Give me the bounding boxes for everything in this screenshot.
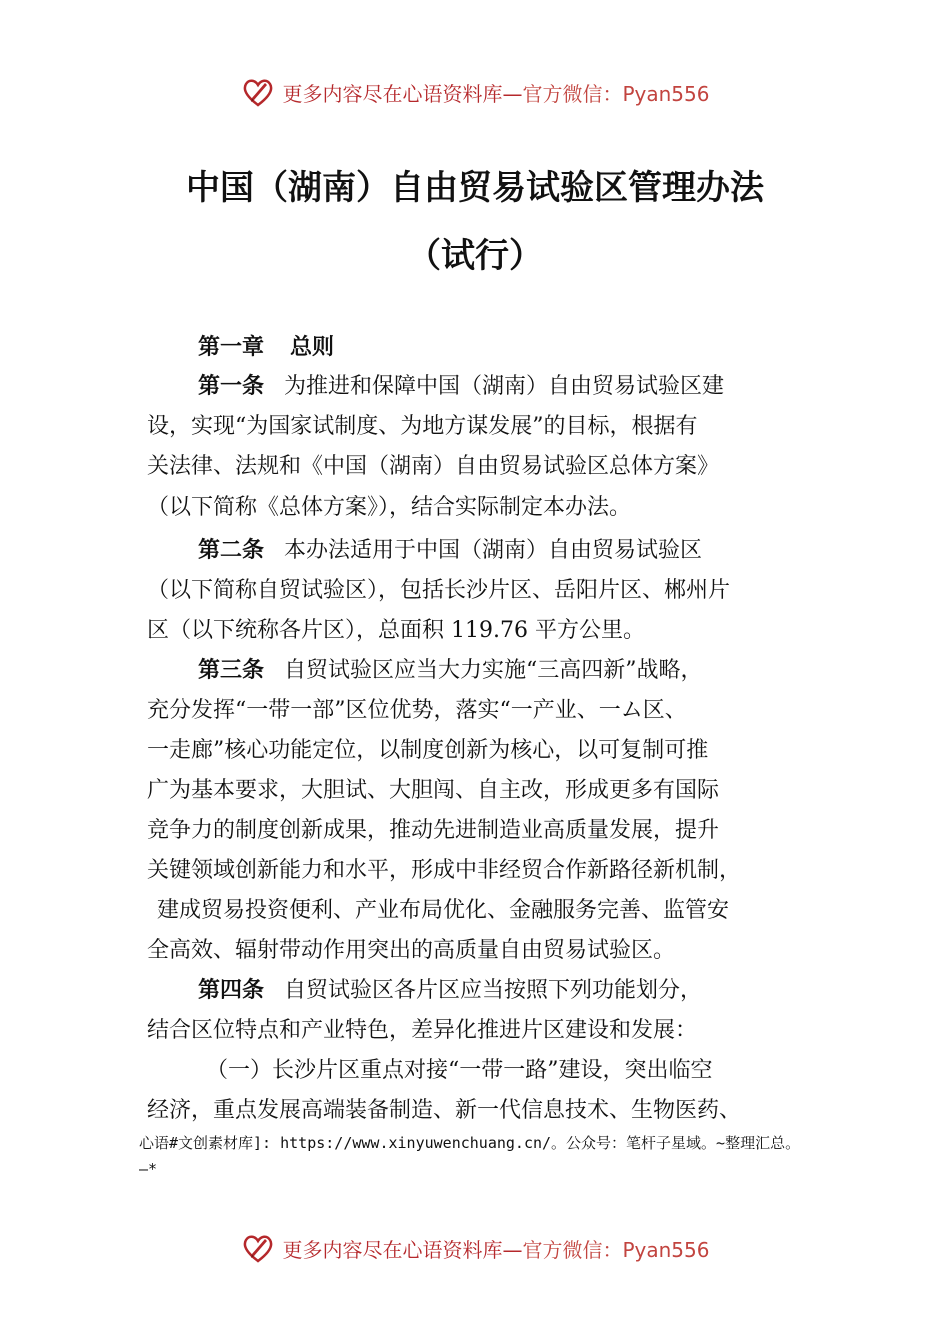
- article-3-text: 自贸试验区应当大力实施“三高四新”战略，: [284, 658, 703, 683]
- chapter-number: 第一章: [198, 335, 265, 360]
- article-4-line-1: [198, 980, 702, 1002]
- banner-text: 更多内容尽在心语资料库—: [282, 81, 523, 106]
- article-1-line-4: （以下简称《总体方案》），结合实际制定本办法。: [147, 495, 632, 520]
- article-2-line-3: 区（以下统称各片区），总面积 119.76 平方公里。: [147, 618, 645, 643]
- article-1-line-1: [198, 376, 724, 398]
- article-3-line-4: 广为基本要求，大胆试、大胆闯、自主改，形成更多有国际: [147, 778, 720, 803]
- banner-text: 更多内容尽在心语资料库—: [282, 1237, 523, 1262]
- article-3-line-8: 全高效、辐射带动作用突出的高质量自由贸易试验区。: [147, 938, 676, 963]
- article-3-line-7: 建成贸易投资便利、产业布局优化、金融服务完善、监管安: [157, 898, 730, 923]
- bottom-banner: [0, 1226, 950, 1270]
- article-4-label: 第四条: [198, 978, 265, 1003]
- article-4-line-2: 结合区位特点和产业特色，差异化推进片区建设和发展：: [147, 1018, 698, 1043]
- document-subtitle: （试行）: [407, 236, 543, 276]
- article-3-line-3: 一走廊”核心功能定位，以制度创新为核心，以可复制可推: [147, 738, 709, 763]
- heart-pen-logo-icon: [240, 74, 276, 110]
- chapter-heading: [198, 330, 334, 361]
- article-3-line-2: 充分发挥“一带一部”区位优势，落实“一产业、一ム区、: [147, 698, 687, 723]
- top-banner: [0, 70, 950, 114]
- article-2-text: 本办法适用于中国（湖南）自由贸易试验区: [284, 538, 703, 563]
- article-2-label: 第二条: [198, 538, 265, 563]
- article-3-line-6: 关键领域创新能力和水平，形成中非经贸合作新路径新机制，: [147, 858, 742, 883]
- chapter-name: 总则: [290, 335, 335, 360]
- article-1-label: 第一条: [198, 374, 265, 399]
- article-2-line-2: （以下简称自贸试验区），包括长沙片区、岳阳片区、郴州片: [147, 578, 731, 603]
- article-3-label: 第三条: [198, 658, 265, 683]
- document-title: 中国（湖南）自由贸易试验区管理办法: [186, 168, 764, 208]
- article-2-line-1: [198, 540, 702, 562]
- article-4-line-4: 经济，重点发展高端装备制造、新一代信息技术、生物医药、: [147, 1098, 742, 1123]
- footer-source-note: 心语#文创素材库]: https://www.xinyuwenchuang.cn/。公众号：笔杆子星域。~整理汇总。: [139, 1134, 801, 1152]
- article-4-text: 自贸试验区各片区应当按照下列功能划分，: [284, 978, 703, 1003]
- footer-mark: —*: [139, 1160, 158, 1178]
- article-3-line-1: [198, 660, 703, 682]
- article-1-line-3: 关法律、法规和《中国（湖南）自由贸易试验区总体方案》: [147, 454, 720, 479]
- heart-pen-logo-icon: [240, 1230, 276, 1266]
- article-4-line-3: （一）长沙片区重点对接“一带一路”建设，突出临空: [206, 1058, 713, 1083]
- article-1-line-2: 设，实现“为国家试制度、为地方谋发展”的目标，根据有: [147, 414, 698, 439]
- banner-wechat: 官方微信：Pyan556: [522, 1237, 710, 1262]
- article-1-text: 为推进和保障中国（湖南）自由贸易试验区建: [284, 374, 725, 399]
- banner-wechat: 官方微信：Pyan556: [522, 81, 710, 106]
- article-3-line-5: 竞争力的制度创新成果，推动先进制造业高质量发展，提升: [147, 818, 720, 843]
